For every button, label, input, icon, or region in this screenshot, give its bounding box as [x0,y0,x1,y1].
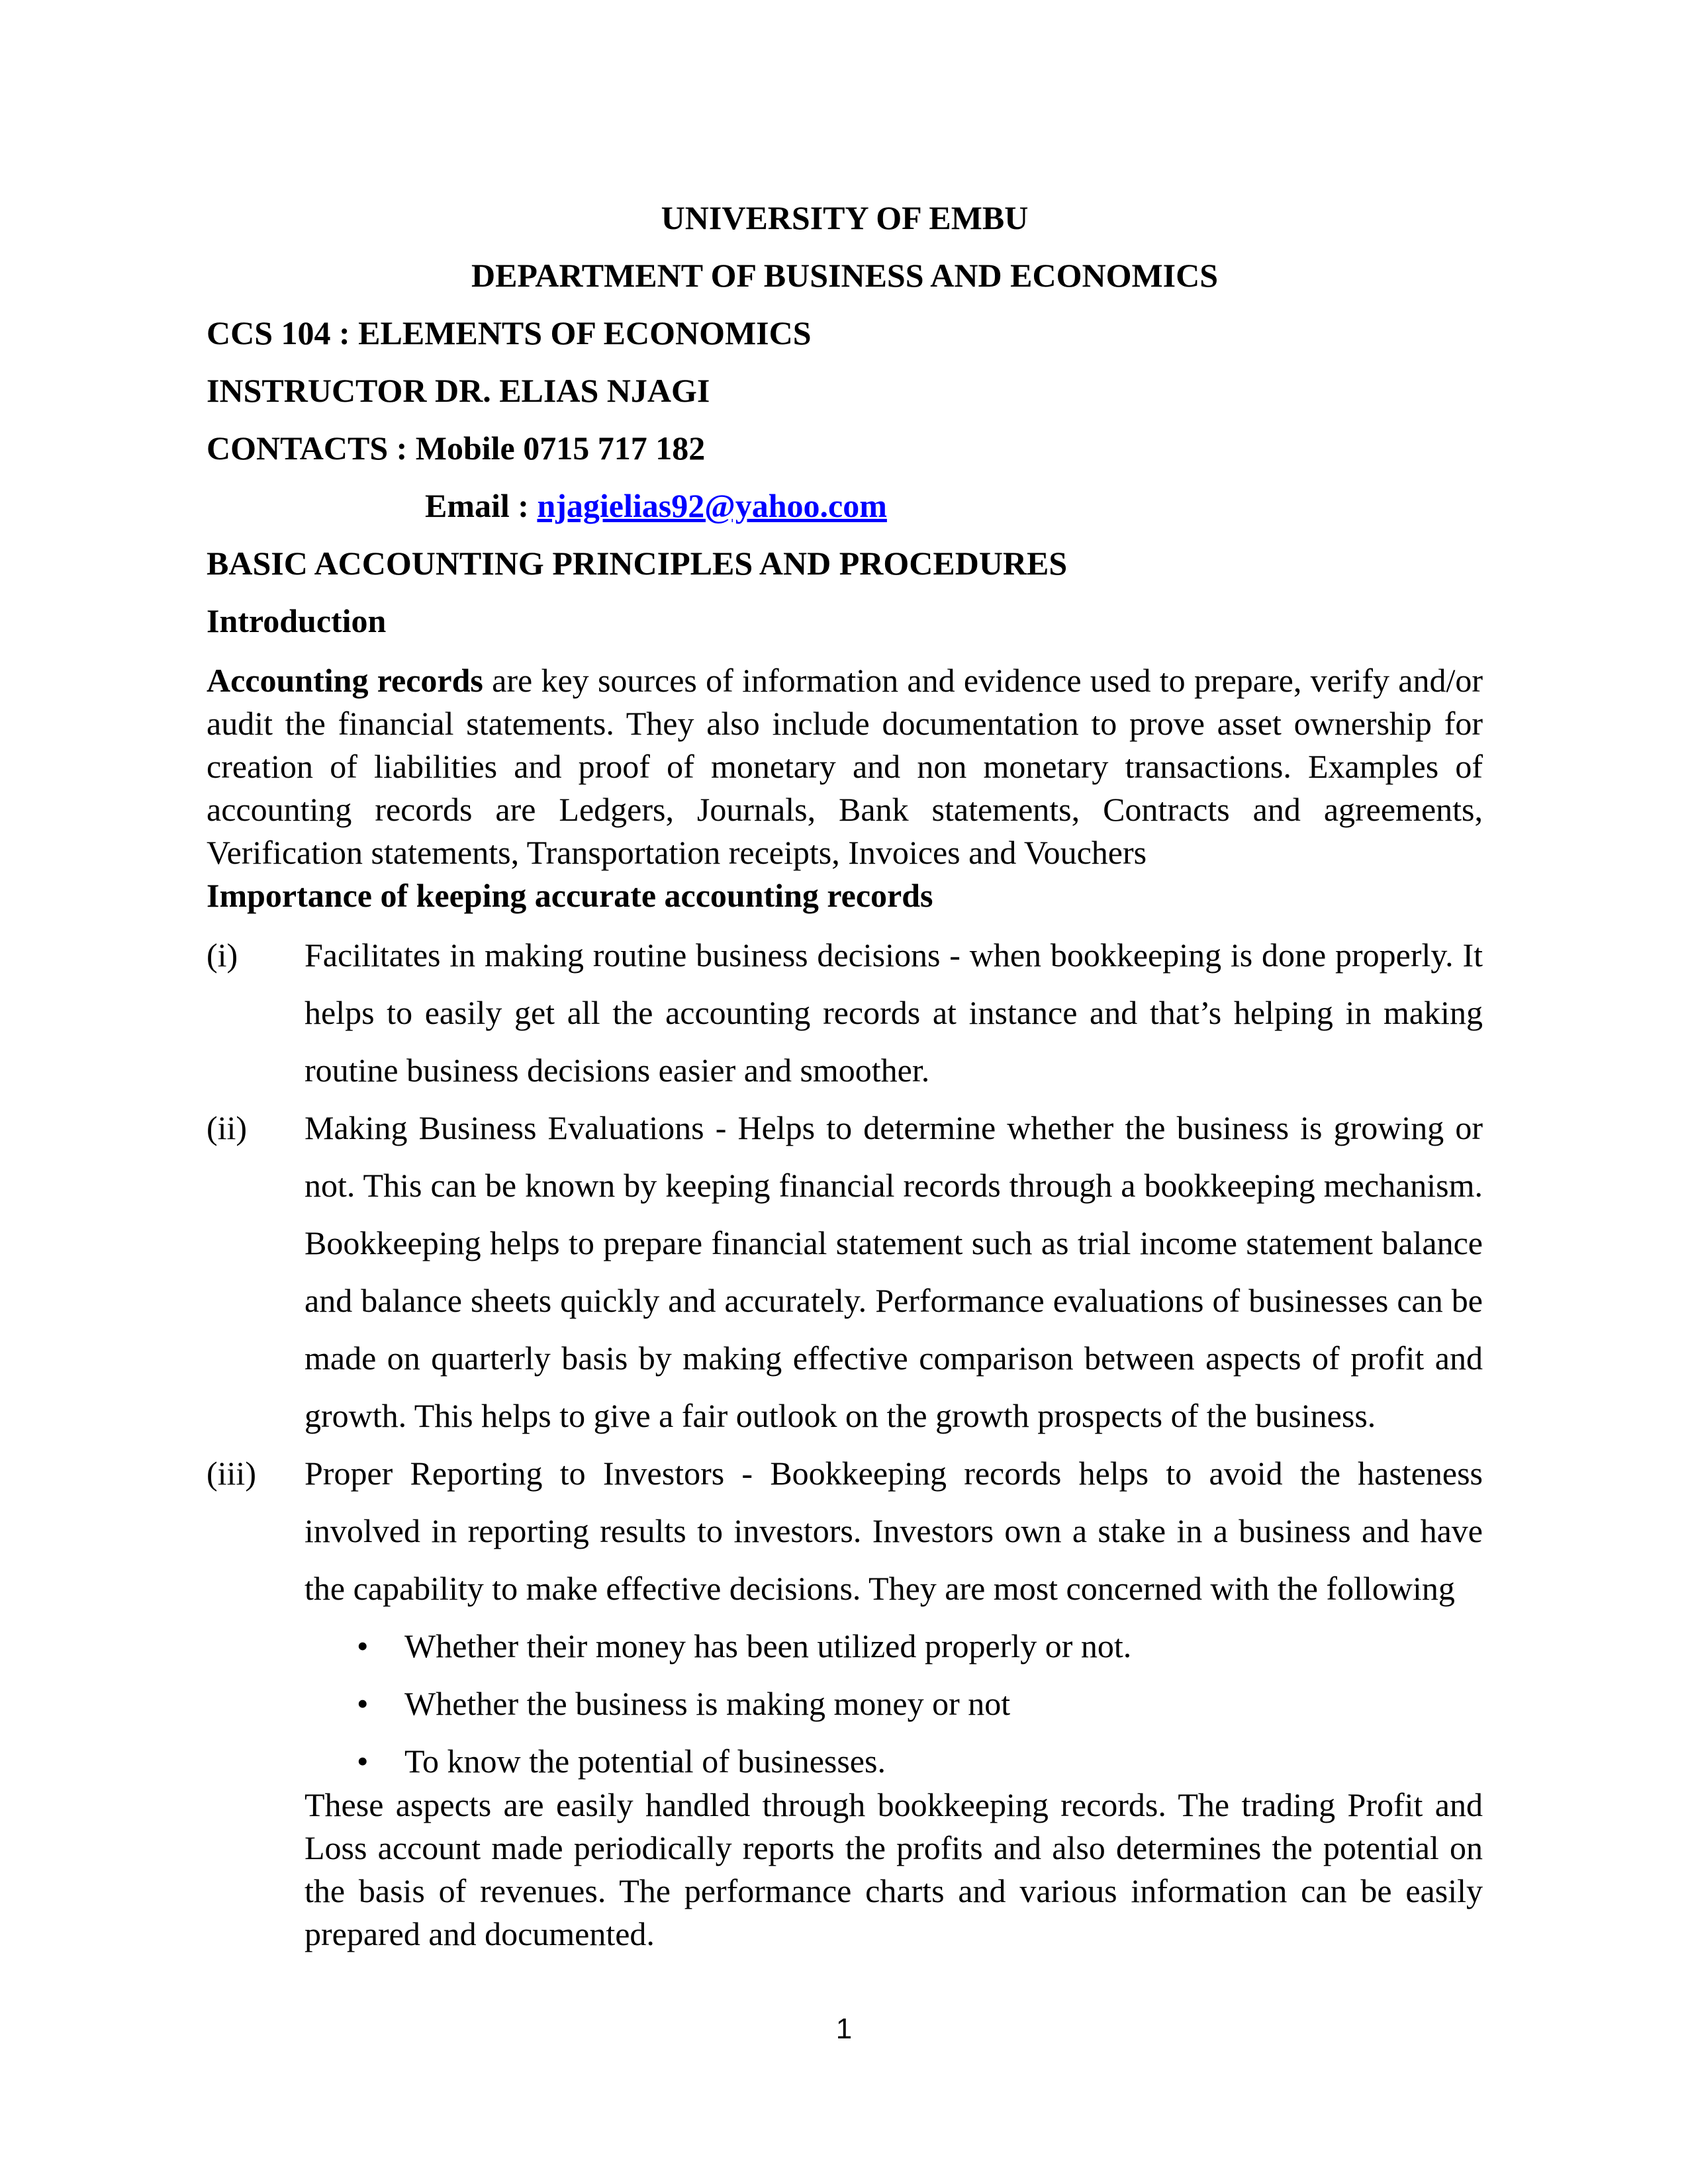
section-title: BASIC ACCOUNTING PRINCIPLES AND PROCEDURES [207,545,1068,582]
introduction-body-text: are key sources of information and evidence used to prepare, verify and/or audit the financial statements. They also include documentation to prove asset ownership for creation of liabilities and proof of monetary and non monetary transactions. Examples of accounting records are Ledgers, Journals, Bank statements, Contracts and agreements, Verification statements, Transportation receipts, Invoices and Vouchers [207,662,1483,871]
importance-numbered-list [207,927,1483,1617]
bullet-item [207,1675,1483,1733]
page-content [207,189,1483,1956]
department-title: DEPARTMENT OF BUSINESS AND ECONOMICS [471,257,1219,294]
bullet-icon: • [357,1685,369,1722]
importance-heading: Importance of keeping accurate accounting records [207,877,933,914]
closing-paragraph: These aspects are easily handled through bookkeeping records. The trading Profit and Loss account made periodically reports the profits and also determines the potential on the basis of revenues. The performance charts and various information can be easily prepared and documented. [305,1786,1483,1952]
page-number: 1 [835,2013,853,2045]
email-label: Email : [425,487,538,524]
bullet-item-text: Whether their money has been utilized properly or not. [404,1627,1132,1664]
introduction-lead-in: Accounting records [207,662,483,699]
contacts-line: CONTACTS : Mobile 0715 717 182 [207,430,706,467]
bullet-item-text: Whether the business is making money or not [404,1685,1011,1722]
bullet-icon: • [357,1743,369,1780]
email-link[interactable]: njagielias92@yahoo.com [537,487,887,524]
list-item-text: Facilitates in making routine business decisions - when bookkeeping is done properly. It helps to easily get all the accounting records at instance and that’s helping in making routine business decisions easier and smoother. [305,936,1483,1089]
bullet-item-text: To know the potential of businesses. [404,1743,886,1780]
list-item-marker: (ii) [207,1109,248,1146]
list-item [207,1099,1483,1445]
list-item-text: Making Business Evaluations - Helps to determine whether the business is growing or not. This can be known by keeping financial records through a bookkeeping mechanism. Bookkeeping helps to prepare financial statement such as trial income statement balance and balance sheets quickly and accurately. Performance evaluations of businesses can be made on quarterly basis by making effective comparison between aspects of profit and growth. This helps to give a fair outlook on the growth prospects of the business. [305,1109,1483,1434]
introduction-heading: Introduction [207,602,387,639]
list-item [207,927,1483,1099]
bullet-item [207,1617,1483,1675]
list-item-marker: (iii) [207,1455,256,1492]
investor-concerns-bullet-list [207,1617,1483,1790]
introduction-paragraph [207,659,1483,874]
bullet-item [207,1733,1483,1790]
university-title: UNIVERSITY OF EMBU [661,199,1029,236]
list-item-text: Proper Reporting to Investors - Bookkeeping records helps to avoid the hasteness involved in reporting results to investors. Investors own a stake in a business and have the capability to make effective decisions. They are most concerned with the following [305,1455,1483,1607]
bullet-icon: • [357,1627,369,1664]
list-item [207,1445,1483,1617]
list-item-marker: (i) [207,936,238,974]
course-code-line: CCS 104 : ELEMENTS OF ECONOMICS [207,314,812,351]
email-line [207,477,1483,535]
instructor-line: INSTRUCTOR DR. ELIAS NJAGI [207,372,710,409]
